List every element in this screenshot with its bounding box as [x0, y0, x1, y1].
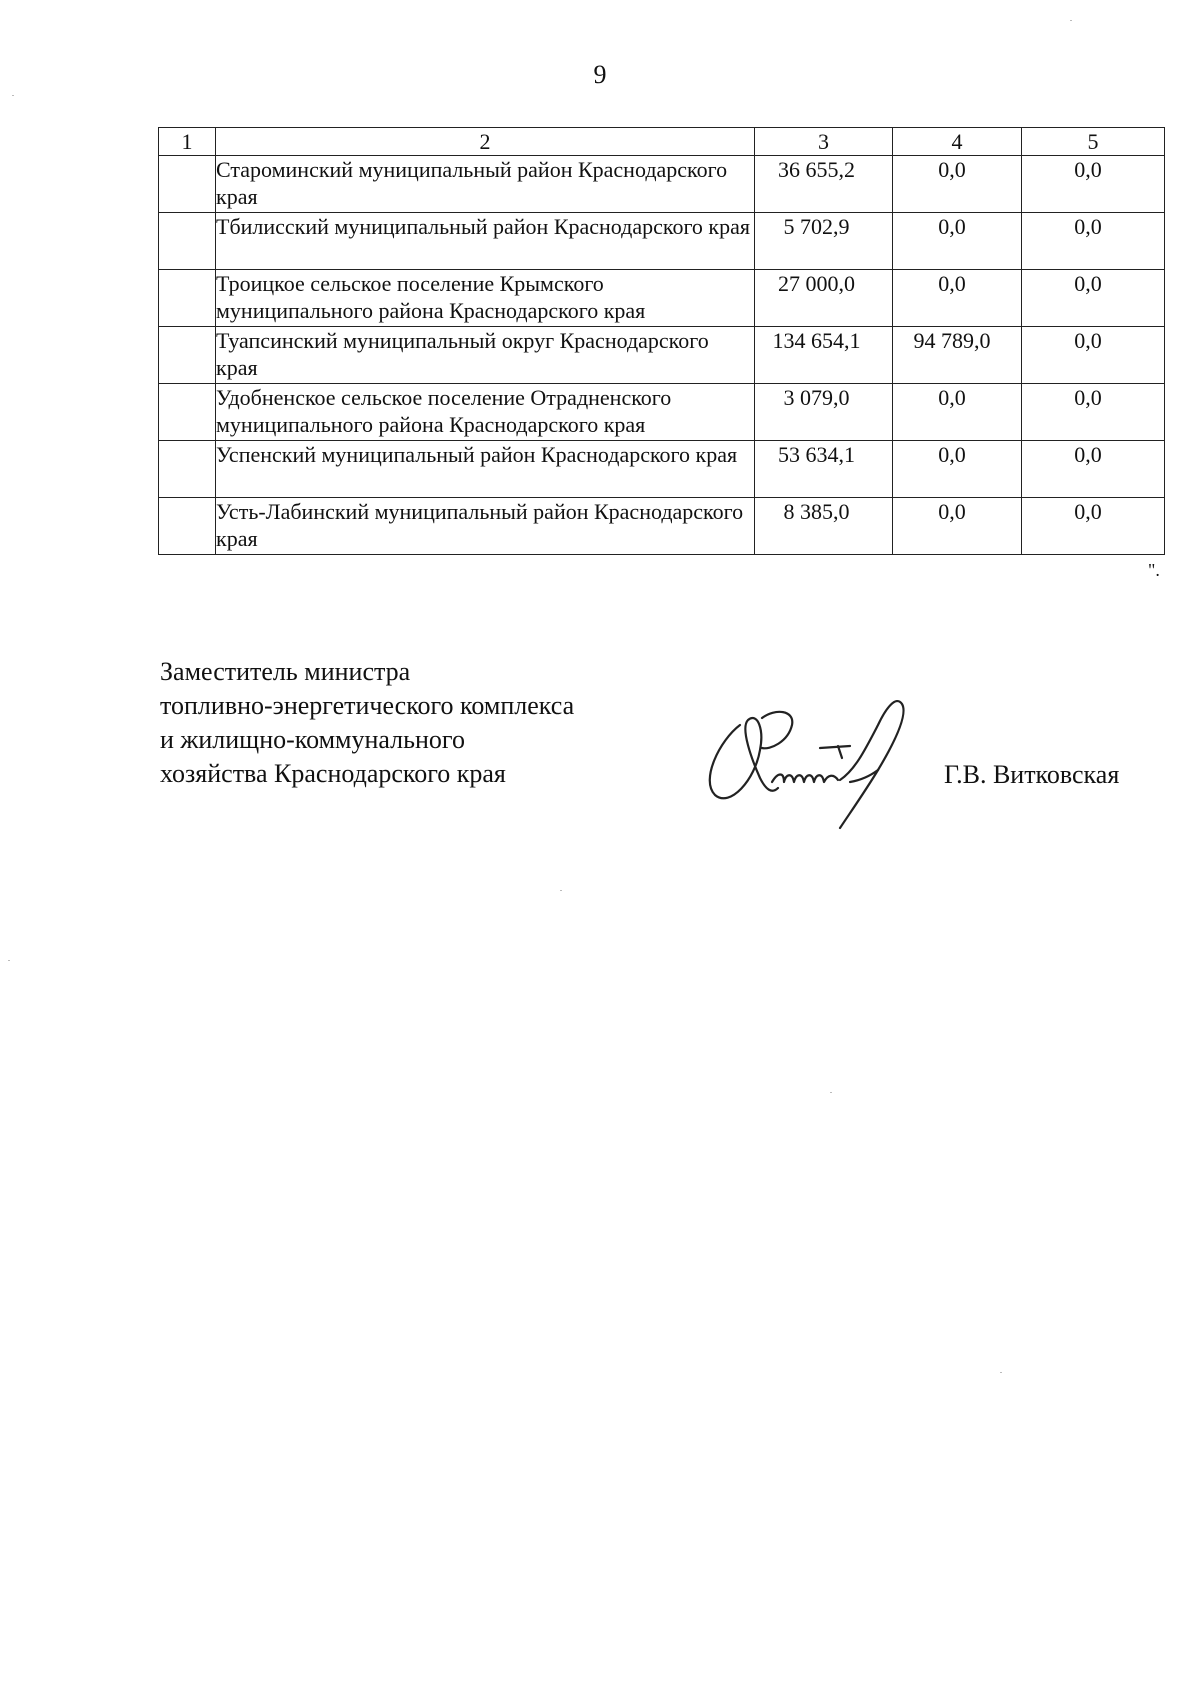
amount-col4-cell: 0,0	[893, 384, 1022, 441]
amount-col5-cell: 0,0	[1022, 498, 1165, 555]
amount-col3-cell: 36 655,2	[755, 156, 893, 213]
table-row	[159, 270, 1165, 327]
amount-col3-cell: 53 634,1	[755, 441, 893, 498]
handwritten-signature	[700, 690, 930, 840]
scan-speck	[12, 95, 14, 96]
amount-col4-cell: 0,0	[893, 156, 1022, 213]
row-number-cell	[159, 213, 216, 270]
table-row	[159, 498, 1165, 555]
row-number-cell	[159, 156, 216, 213]
municipality-name-cell: Троицкое сельское поселение Крымского муниципального района Краснодарского края	[216, 270, 755, 327]
scan-speck	[830, 1092, 832, 1093]
position-line: Заместитель министра	[160, 657, 411, 686]
amount-col4-cell: 0,0	[893, 498, 1022, 555]
municipality-name-cell: Тбилисский муниципальный район Краснодарского края	[216, 213, 755, 270]
column-header-3: 3	[755, 128, 893, 156]
amount-col5-cell: 0,0	[1022, 270, 1165, 327]
amount-col5-cell: 0,0	[1022, 156, 1165, 213]
table-row	[159, 213, 1165, 270]
position-line: топливно-энергетического комплекса	[160, 691, 575, 720]
scan-speck	[560, 890, 562, 891]
row-number-cell	[159, 384, 216, 441]
amount-col4-cell: 94 789,0	[893, 327, 1022, 384]
amount-col3-cell: 8 385,0	[755, 498, 893, 555]
municipality-name-cell: Успенский муниципальный район Краснодарского края	[216, 441, 755, 498]
municipality-name-cell: Удобненское сельское поселение Отрадненского муниципального района Краснодарского края	[216, 384, 755, 441]
row-number-cell	[159, 327, 216, 384]
amount-col5-cell: 0,0	[1022, 213, 1165, 270]
budget-table	[158, 127, 1165, 555]
column-header-2: 2	[216, 128, 755, 156]
scan-speck	[1070, 20, 1072, 21]
table-row	[159, 384, 1165, 441]
municipality-name-cell: Туапсинский муниципальный округ Краснодарского края	[216, 327, 755, 384]
position-line: хозяйства Краснодарского края	[160, 759, 506, 788]
row-number-cell	[159, 498, 216, 555]
amount-col4-cell: 0,0	[893, 441, 1022, 498]
closing-quote-mark: ".	[1148, 560, 1160, 580]
scan-speck	[8, 960, 10, 961]
column-header-5: 5	[1022, 128, 1165, 156]
column-header-1: 1	[159, 128, 216, 156]
table-row	[159, 441, 1165, 498]
table-row	[159, 156, 1165, 213]
amount-col3-cell: 3 079,0	[755, 384, 893, 441]
municipality-name-cell: Староминский муниципальный район Краснодарского края	[216, 156, 755, 213]
amount-col5-cell: 0,0	[1022, 384, 1165, 441]
amount-col3-cell: 5 702,9	[755, 213, 893, 270]
amount-col3-cell: 134 654,1	[755, 327, 893, 384]
signatory-name: Г.В. Витковская	[944, 760, 1120, 789]
row-number-cell	[159, 441, 216, 498]
amount-col4-cell: 0,0	[893, 213, 1022, 270]
row-number-cell	[159, 270, 216, 327]
amount-col5-cell: 0,0	[1022, 441, 1165, 498]
scan-speck	[1000, 1372, 1002, 1373]
signatory-position	[160, 655, 574, 791]
municipality-name-cell: Усть-Лабинский муниципальный район Краснодарского края	[216, 498, 755, 555]
amount-col3-cell: 27 000,0	[755, 270, 893, 327]
table-row	[159, 327, 1165, 384]
position-line: и жилищно-коммунального	[160, 725, 465, 754]
column-header-4: 4	[893, 128, 1022, 156]
page-number: 9	[593, 60, 607, 89]
amount-col4-cell: 0,0	[893, 270, 1022, 327]
amount-col5-cell: 0,0	[1022, 327, 1165, 384]
table-header-row	[159, 128, 1165, 156]
